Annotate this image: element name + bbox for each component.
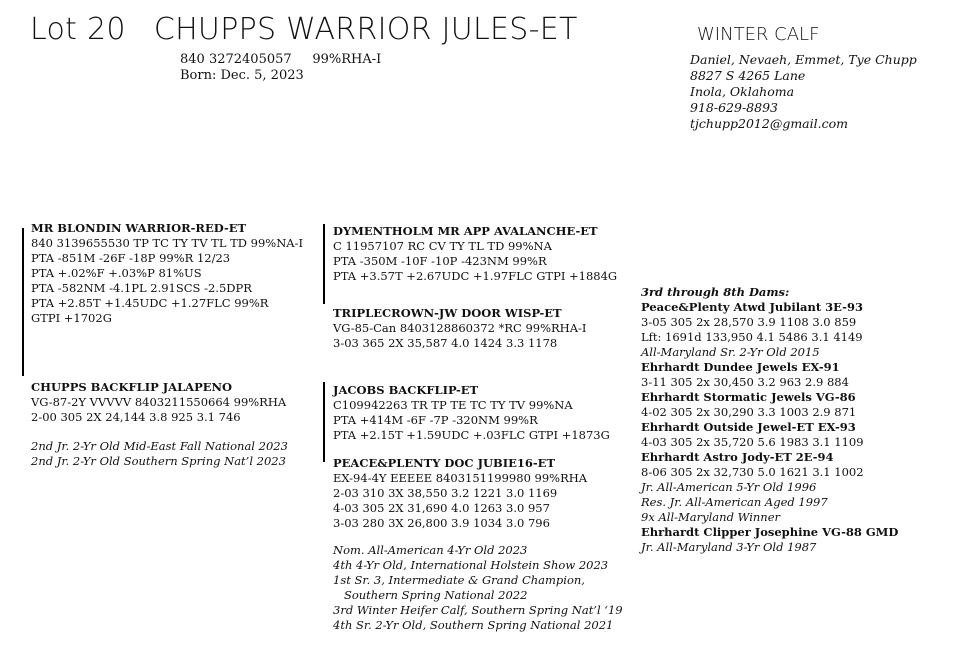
dam-dam-line: 4-03 305 2X 31,690 4.0 1263 3.0 957 <box>333 501 550 515</box>
sire-dam-name: TRIPLECROWN-JW DOOR WISP-ET <box>333 306 562 320</box>
owner-city: Inola, Oklahoma <box>690 84 795 99</box>
pedigree-bracket-left <box>22 228 24 376</box>
dam-entry-line: 4-02 305 2x 30,290 3.3 1003 2.9 871 <box>641 405 857 419</box>
dam-dam-honor: 4th Sr. 2-Yr Old, Southern Spring National 2021 <box>333 618 614 632</box>
dam-dam-honor: 1st Sr. 3, Intermediate & Grand Champion, <box>333 573 585 587</box>
dam-entry-name: Ehrhardt Outside Jewel-ET EX-93 <box>641 420 856 434</box>
dams-heading: 3rd through 8th Dams: <box>641 285 790 299</box>
dam-dam-honor: Nom. All-American 4-Yr Old 2023 <box>333 543 528 557</box>
sire-dam-line: VG-85-Can 8403128860372 *RC 99%RHA-I <box>333 321 587 335</box>
dam-entry-line: 4-03 305 2x 35,720 5.6 1983 3.1 1109 <box>641 435 864 449</box>
dam-dam-line: 2-03 310 3X 38,550 3.2 1221 3.0 1169 <box>333 486 558 500</box>
dam-dam-block <box>333 456 623 633</box>
dam-entry-honor: 9x All-Maryland Winner <box>641 510 780 524</box>
dam-entry-honor: Res. Jr. All-American Aged 1997 <box>641 495 828 509</box>
dams-block <box>641 285 898 555</box>
lot-title <box>30 12 578 47</box>
sire-dam-block <box>333 306 586 351</box>
sire-line: PTA -582NM -4.1PL 2.91SCS -2.5DPR <box>31 281 252 295</box>
sire-line: PTA +.02%F +.03%P 81%US <box>31 266 202 280</box>
pedigree-bracket-sire <box>323 224 325 304</box>
sire-sire-block <box>333 224 617 284</box>
dam-line: 2-00 305 2X 24,144 3.8 925 3.1 746 <box>31 410 241 424</box>
sire-sire-line: PTA +3.57T +2.67UDC +1.97FLC GTPI +1884G <box>333 269 618 283</box>
dam-entry-honor: Jr. All-American 5-Yr Old 1996 <box>641 480 817 494</box>
dam-sire-line: C109942263 TR TP TE TC TY TV 99%NA <box>333 398 573 412</box>
dam-line: VG-87-2Y VVVVV 8403211550664 99%RHA <box>31 395 287 409</box>
dam-sire-line: PTA +414M -6F -7P -320NM 99%R <box>333 413 538 427</box>
dam-entry-name: Peace&Plenty Atwd Jubilant 3E-93 <box>641 300 863 314</box>
dam-dam-honor: Southern Spring National 2022 <box>333 588 528 602</box>
dam-honor: 2nd Jr. 2-Yr Old Southern Spring Nat’l 2023 <box>31 454 286 468</box>
registration-line: 840 3272405057 99%RHA-I <box>180 52 382 67</box>
sire-line: 840 3139655530 TP TC TY TV TL TD 99%NA-I <box>31 236 304 250</box>
lot-number: Lot 20 <box>30 12 126 47</box>
dam-block <box>31 380 288 469</box>
pedigree-bracket-dam <box>323 382 325 462</box>
dam-honor: 2nd Jr. 2-Yr Old Mid-East Fall National 2023 <box>31 439 288 453</box>
class-label: WINTER CALF <box>697 24 820 45</box>
dam-entry-line: 8-06 305 2x 32,730 5.0 1621 3.1 1002 <box>641 465 864 479</box>
dam-entry-line: 3-05 305 2x 28,570 3.9 1108 3.0 859 <box>641 315 857 329</box>
sire-line: PTA -851M -26F -18P 99%R 12/23 <box>31 251 231 265</box>
dam-dam-honor: 4th 4-Yr Old, International Holstein Show 2023 <box>333 558 609 572</box>
dam-dam-line: 3-03 280 3X 26,800 3.9 1034 3.0 796 <box>333 516 550 530</box>
dam-dam-name: PEACE&PLENTY DOC JUBIE16-ET <box>333 456 555 470</box>
birth-date: Born: Dec. 5, 2023 <box>180 68 304 83</box>
dam-entry-name: Ehrhardt Stormatic Jewels VG-86 <box>641 390 856 404</box>
sire-line: GTPI +1702G <box>31 311 112 325</box>
dam-entry-honor: Jr. All-Maryland 3-Yr Old 1987 <box>641 540 817 554</box>
dam-entry-line: 3-11 305 2x 30,450 3.2 963 2.9 884 <box>641 375 849 389</box>
sire-name: MR BLONDIN WARRIOR-RED-ET <box>31 221 247 235</box>
dam-entry-line: Lft: 1691d 133,950 4.1 5486 3.1 4149 <box>641 330 863 344</box>
sire-block <box>31 221 303 326</box>
dam-sire-name: JACOBS BACKFLIP-ET <box>333 383 479 397</box>
dam-sire-line: PTA +2.15T +1.59UDC +.03FLC GTPI +1873G <box>333 428 610 442</box>
sire-sire-line: PTA -350M -10F -10P -423NM 99%R <box>333 254 547 268</box>
dam-dam-line: EX-94-4Y EEEEE 8403151199980 99%RHA <box>333 471 588 485</box>
sire-dam-line: 3-03 365 2X 35,587 4.0 1424 3.3 1178 <box>333 336 558 350</box>
dam-entry-name: Ehrhardt Astro Jody-ET 2E-94 <box>641 450 834 464</box>
owner-street: 8827 S 4265 Lane <box>690 68 806 83</box>
owner-phone: 918-629-8893 <box>690 100 778 115</box>
dam-name: CHUPPS BACKFLIP JALAPENO <box>31 380 233 394</box>
owner-email: tjchupp2012@gmail.com <box>690 116 848 131</box>
dam-sire-block <box>333 383 610 443</box>
dam-entry-name: Ehrhardt Dundee Jewels EX-91 <box>641 360 840 374</box>
dam-entry-name: Ehrhardt Clipper Josephine VG-88 GMD <box>641 525 899 539</box>
animal-name: CHUPPS WARRIOR JULES-ET <box>153 12 578 47</box>
owner-info <box>690 52 917 132</box>
dam-entry-honor: All-Maryland Sr. 2-Yr Old 2015 <box>641 345 820 359</box>
owner-names: Daniel, Nevaeh, Emmet, Tye Chupp <box>690 52 917 67</box>
dam-dam-honor: 3rd Winter Heifer Calf, Southern Spring Nat’l ‘19 <box>333 603 623 617</box>
sire-sire-name: DYMENTHOLM MR APP AVALANCHE-ET <box>333 224 598 238</box>
sire-sire-line: C 11957107 RC CV TY TL TD 99%NA <box>333 239 552 253</box>
sire-line: PTA +2.85T +1.45UDC +1.27FLC 99%R <box>31 296 269 310</box>
